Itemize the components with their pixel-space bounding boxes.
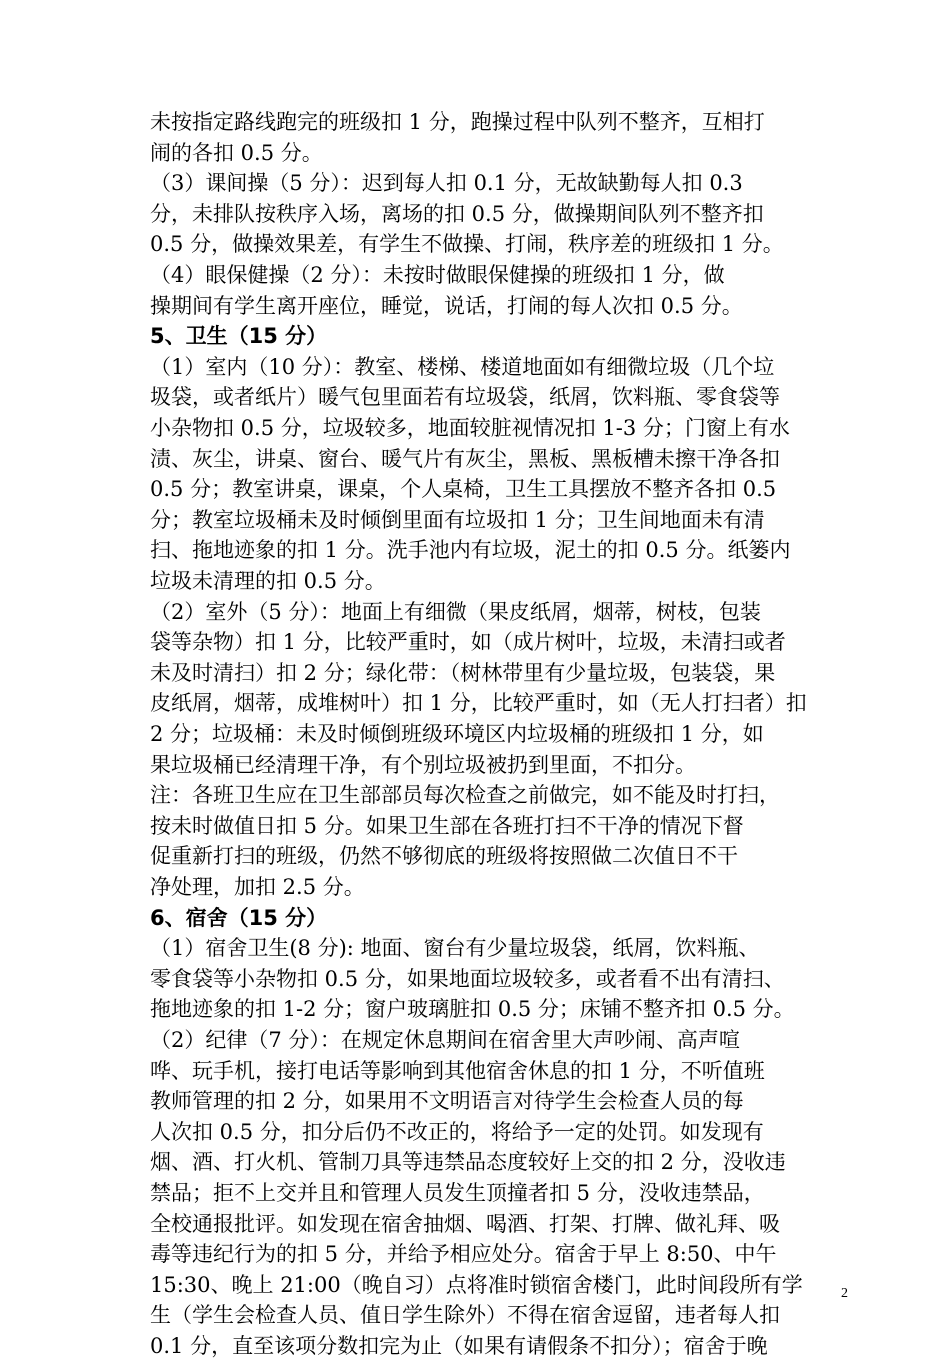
text-line: 0.5 分；教室讲桌，课桌，个人桌椅，卫生工具摆放不整齐各扣 0.5 [150, 477, 777, 502]
text-line: 烟、酒、打火机、管制刀具等违禁品态度较好上交的扣 2 分，没收违 [150, 1150, 786, 1175]
text-line: 2 分；垃圾桶：未及时倾倒班级环境区内垃圾桶的班级扣 1 分，如 [150, 722, 764, 746]
text-line: 零食袋等小杂物扣 0.5 分，如果地面垃圾较多，或者看不出有清扫、 [150, 966, 785, 991]
text-line: 0.1 分，直至该项分数扣完为止（如果有请假条不扣分）；宿舍于晚 [150, 1334, 768, 1358]
text-line: 注：各班卫生应在卫生部部员每次检查之前做完，如不能及时打扫， [150, 783, 780, 808]
section-heading: 5、卫生（15 分） [150, 324, 328, 349]
text-line: 袋等杂物）扣 1 分，比较严重时，如（成片树叶，垃圾，未清扫或者 [150, 630, 786, 655]
text-line: 毒等违纪行为的扣 5 分，并给予相应处分。宿舍于早上 8:50、中午 [150, 1242, 777, 1267]
text-line: （4）眼保健操（2 分）：未按时做眼保健操的班级扣 1 分，做 [150, 263, 725, 287]
text-line: 圾袋，或者纸片）暖气包里面若有垃圾袋，纸屑，饮料瓶、零食袋等 [150, 385, 780, 410]
text-line: 人次扣 0.5 分，扣分后仍不改正的，将给予一定的处罚。如发现有 [150, 1119, 764, 1144]
text-line: 皮纸屑，烟蒂，成堆树叶）扣 1 分，比较严重时，如（无人打扫者）扣 [150, 691, 807, 716]
text-line: 未按指定路线跑完的班级扣 1 分，跑操过程中队列不整齐，互相打 [150, 110, 765, 134]
text-line: 按未时做值日扣 5 分。如果卫生部在各班打扫不干净的情况下督 [150, 813, 744, 838]
text-line: 拖地迹象的扣 1-2 分；窗户玻璃脏扣 0.5 分；床铺不整齐扣 0.5 分。 [150, 997, 795, 1022]
text-line: 垃圾未清理的扣 0.5 分。 [150, 569, 386, 593]
text-line: 果垃圾桶已经清理干净，有个别垃圾被扔到里面，不扣分。 [150, 752, 696, 777]
text-line: 分，未排队按秩序入场，离场的扣 0.5 分，做操期间队列不整齐扣 [150, 201, 764, 226]
text-line: 闹的各扣 0.5 分。 [150, 140, 323, 165]
text-line: 促重新打扫的班级，仍然不够彻底的班级将按照做二次值日不干 [150, 844, 738, 869]
text-line: 哗、玩手机，接打电话等影响到其他宿舍休息的扣 1 分，不听值班 [150, 1058, 765, 1083]
text-line: 渍、灰尘，讲桌、窗台、暖气片有灰尘，黑板、黑板槽未擦干净各扣 [150, 446, 780, 471]
text-line: （2）室外（5 分）：地面上有细微（果皮纸屑，烟蒂，树枝，包装 [150, 599, 761, 624]
page-number: 2 [841, 1286, 848, 1301]
text-line: 净处理，加扣 2.5 分。 [150, 875, 365, 899]
text-line: （1）宿舍卫生(8 分): 地面、窗台有少量垃圾袋，纸屑，饮料瓶、 [150, 936, 760, 961]
text-line: 小杂物扣 0.5 分，垃圾较多，地面较脏视情况扣 1-3 分；门窗上有水 [150, 416, 790, 440]
text-line: （2）纪律（7 分）：在规定休息期间在宿舍里大声吵闹、高声喧 [150, 1028, 740, 1052]
text-line: （3）课间操（5 分）：迟到每人扣 0.1 分，无故缺勤每人扣 0.3 [150, 171, 743, 196]
text-line: 0.5 分，做操效果差，有学生不做操、打闹，秩序差的班级扣 1 分。 [150, 232, 784, 257]
text-line: 15:30、晚上 21:00（晚自习）点将准时锁宿舍楼门，此时间段所有学 [150, 1272, 803, 1297]
text-line: （1）室内（10 分）：教室、楼梯、楼道地面如有细微垃圾（几个垃 [150, 354, 775, 379]
text-line: 扫、拖地迹象的扣 1 分。洗手池内有垃圾，泥土的扣 0.5 分。纸篓内 [150, 538, 791, 563]
text-line: 禁品；拒不上交并且和管理人员发生顶撞者扣 5 分，没收违禁品， [150, 1181, 765, 1205]
text-line: 未及时清扫）扣 2 分；绿化带：（树林带里有少量垃圾，包装袋，果 [150, 660, 776, 685]
text-line: 分；教室垃圾桶未及时倾倒里面有垃圾扣 1 分；卫生间地面未有清 [150, 507, 765, 532]
text-line: 全校通报批评。如发现在宿舍抽烟、喝酒、打架、打牌、做礼拜、吸 [150, 1211, 780, 1236]
text-line: 教师管理的扣 2 分，如果用不文明语言对待学生会检查人员的每 [150, 1089, 744, 1114]
section-heading: 6、宿舍（15 分） [150, 905, 328, 930]
text-line: 操期间有学生离开座位，睡觉，说话，打闹的每人次扣 0.5 分。 [150, 293, 743, 318]
text-line: 生（学生会检查人员、值日学生除外）不得在宿舍逗留，违者每人扣 [150, 1303, 780, 1328]
